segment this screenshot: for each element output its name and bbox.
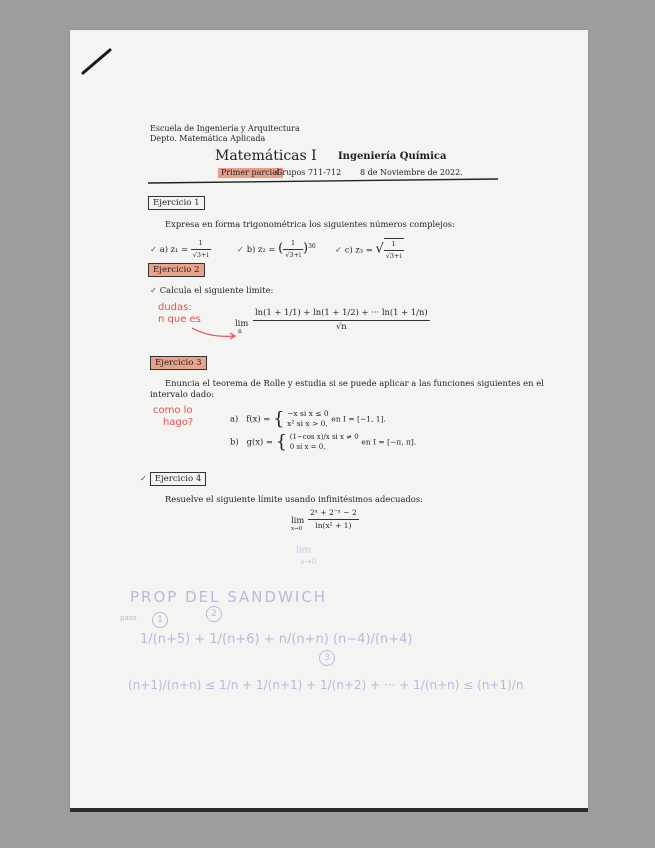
function-a-case1: −x si x ≤ 0	[287, 409, 329, 418]
limit-subscript: x→0	[291, 526, 303, 532]
department-name: Depto. Matemática Aplicada	[150, 134, 266, 143]
exercise-1-statement: Expresa en forma trigonométrica los siguientes números complejos:	[165, 219, 455, 229]
handwritten-note-question	[153, 405, 193, 429]
handwritten-sandwich-title: PROP DEL SANDWICH	[130, 588, 328, 606]
exercise-4-limit-label	[291, 515, 304, 532]
degree-title: Ingeniería Química	[338, 151, 447, 162]
limit-numerator: ln(1 + 1/1) + ln(1 + 1/2) + ··· ln(1 + 1/n)	[253, 307, 430, 321]
check-mark-icon: ✓	[335, 244, 343, 255]
pen-stroke-mark	[80, 46, 114, 76]
function-a-case2: x² si x > 0,	[287, 419, 328, 428]
item-a-numerator: 1	[191, 238, 211, 250]
exercise-2-label: Ejercicio 2	[148, 263, 205, 277]
handwritten-lim-sub: x→0	[300, 557, 317, 566]
item-c-numerator: 1	[384, 239, 404, 251]
exercise-2-text: Calcula el siguiente límite:	[159, 285, 274, 295]
item-c-prefix: c) z₃ =	[344, 244, 373, 255]
rolle-function-a: a) f(x) = { −x si x ≤ 0 x² si x > 0, en I = [−1, 1].	[230, 408, 386, 430]
exam-date: 8 de Noviembre de 2022.	[360, 168, 463, 177]
school-name: Escuela de Ingeniería y Arquitectura	[150, 124, 300, 133]
item-c-fraction	[384, 238, 404, 262]
exercise-4-label: Ejercicio 4	[150, 472, 207, 486]
exercise-3-label: Ejercicio 3	[150, 356, 207, 370]
item-b-exponent: 36	[308, 243, 316, 251]
circled-number-1: 1	[152, 612, 168, 628]
function-a-interval: en I = [−1, 1].	[331, 414, 386, 424]
exercise-1-item-c: ✓ c) z₃ = √ $\frac{1}{√3+i}$	[335, 240, 402, 260]
limit-subscript: n	[238, 328, 242, 335]
item-b-denominator: √3+i	[285, 251, 302, 259]
function-b-label: b)	[230, 436, 239, 447]
function-b-case1: (1−cos x)/x si x ≠ 0	[289, 433, 359, 441]
note-doubts-line1: dudas:	[158, 302, 192, 313]
exercise-3-statement-line2: intervalo dado:	[150, 389, 215, 399]
groups-label: Grupos 711-712	[276, 168, 342, 177]
function-a-name: f(x) =	[246, 413, 271, 424]
handwritten-row-2: (n+1)/(n+n) ≤ 1/n + 1/(n+1) + 1/(n+2) + ··· + 1/(n+n) ≤ (n+1)/n	[128, 678, 524, 692]
item-b-fraction	[283, 238, 303, 261]
exam-type-label: Primer parcial	[218, 168, 283, 178]
item-b-prefix: b) z₂ =	[246, 244, 276, 254]
circled-number-3: 3	[319, 650, 335, 666]
limit-word: lim	[235, 318, 249, 328]
circled-number-2: 2	[206, 606, 222, 622]
function-b-interval: en I = [−π, π].	[361, 437, 417, 447]
check-mark-icon: ✓	[150, 244, 158, 254]
exercise-3-statement-line1: Enuncia el teorema de Rolle y estudia si se puede aplicar a las funciones siguientes en el	[165, 378, 544, 388]
handwritten-limit-note	[296, 545, 317, 567]
item-b-numerator: 1	[283, 238, 303, 250]
limit-numerator: 2ˣ + 2⁻ˣ − 2	[308, 507, 359, 520]
exercise-2-limit-fraction	[253, 307, 430, 332]
exercise-2-limit-label	[235, 318, 248, 335]
table-edge	[70, 808, 588, 812]
course-title: Matemáticas I	[215, 148, 317, 164]
rolle-function-b: b) g(x) = { (1−cos x)/x si x ≠ 0 0 si x = 0, en I = [−π, π].	[230, 431, 417, 453]
handwritten-lim: lim	[296, 545, 312, 556]
limit-denominator: √n	[335, 321, 347, 331]
note-question-line2: hago?	[163, 417, 194, 428]
exercise-2-statement	[150, 285, 273, 296]
handwritten-step-label: paso	[120, 614, 137, 622]
note-question-line1: como lo	[153, 405, 193, 416]
limit-word: lim	[291, 515, 305, 525]
exercise-4-statement: Resuelve el siguiente límite usando infinitésimos adecuados:	[165, 494, 423, 504]
function-a-label: a)	[230, 413, 239, 424]
exercise-1-item-a	[150, 238, 211, 261]
exercise-4-header	[140, 473, 206, 485]
red-arrow-icon	[190, 322, 240, 342]
item-c-denominator: √3+i	[385, 252, 402, 260]
function-b-name: g(x) =	[246, 436, 273, 447]
handwritten-row-1: 1/(n+5) + 1/(n+6) + n/(n+n) (n−4)/(n+4)	[140, 632, 413, 647]
exercise-4-limit-fraction	[308, 507, 359, 531]
header-rule	[148, 178, 498, 186]
item-a-fraction	[191, 238, 211, 261]
exercise-1-item-b: ✓ b) z₂ = ( $\frac{1}{√3+i}$ )$^{36}$	[237, 239, 316, 259]
note-doubts-line2: n que es	[158, 314, 201, 325]
item-a-prefix: a) z₁ =	[159, 244, 189, 254]
check-mark-icon: ✓	[140, 473, 148, 483]
limit-denominator: ln(x² + 1)	[315, 521, 352, 530]
check-mark-icon: ✓	[150, 285, 158, 295]
check-mark-icon: ✓	[237, 244, 245, 254]
function-b-case2: 0 si x = 0,	[289, 443, 326, 451]
exercise-1-label: Ejercicio 1	[148, 196, 205, 210]
item-a-denominator: √3+i	[192, 251, 209, 259]
